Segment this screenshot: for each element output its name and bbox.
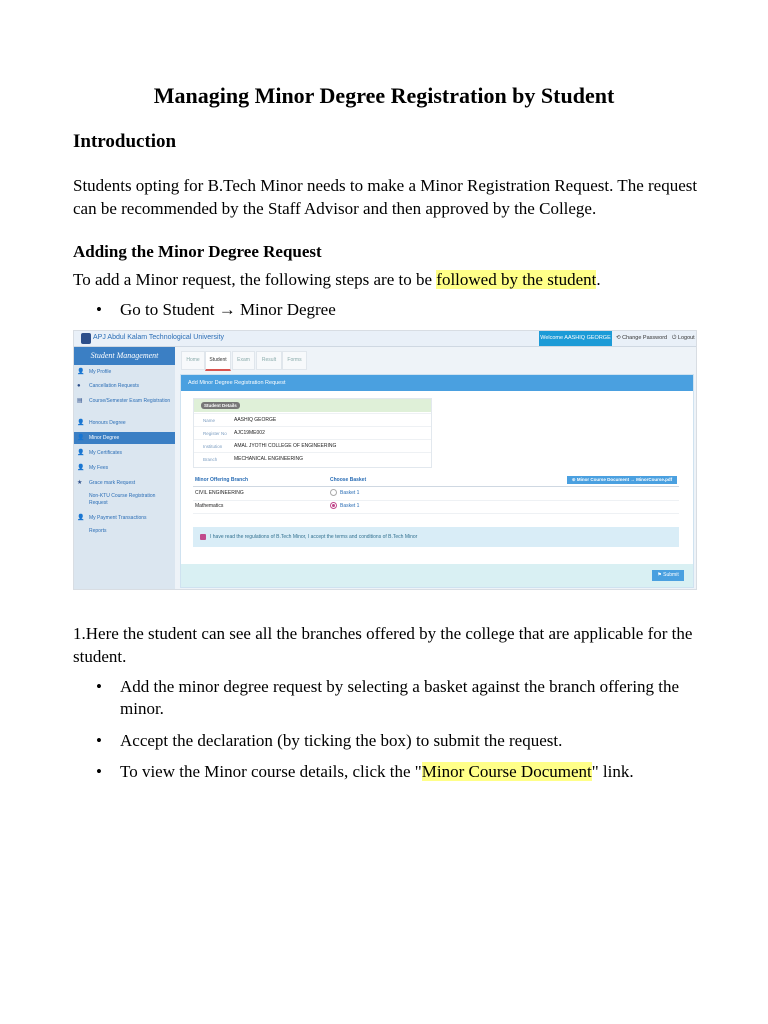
logout-link[interactable]: ⏻ Logout	[672, 335, 695, 341]
app-topbar	[74, 331, 696, 347]
change-password-link[interactable]: ⟲ Change Password	[616, 335, 668, 341]
radio-selected-icon	[330, 502, 337, 509]
minor-course-document-highlight: Minor Course Document	[421, 762, 592, 781]
user-icon: 👤	[77, 420, 85, 426]
app-screenshot	[73, 330, 697, 590]
bullet-goto-text: Go to Student → Minor Degree	[120, 300, 336, 319]
circle-icon: ●	[77, 383, 81, 389]
adding-heading: Adding the Minor Degree Request	[73, 242, 322, 261]
student-details	[193, 398, 432, 468]
detail-row: Name AASHIQ GEORGE	[194, 413, 431, 427]
detail-row: Branch MECHANICAL ENGINEERING	[194, 452, 431, 466]
intro-heading: Introduction	[73, 131, 177, 152]
adding-text-highlight: followed by the student	[436, 270, 597, 289]
detail-row: Register No AJC19ME002	[194, 426, 431, 440]
sidebar-title: Student Management	[74, 347, 175, 365]
adding-text-after: .	[596, 270, 601, 289]
bullet-dot-icon: •	[96, 731, 102, 750]
bullet-dot-icon: •	[96, 300, 102, 319]
panel-title: Add Minor Degree Registration Request	[181, 375, 693, 391]
welcome-user[interactable]: Welcome AASHIQ GEORGE	[539, 331, 612, 346]
detail-row: Institution AMAL JYOTHI COLLEGE OF ENGINEERING	[194, 439, 431, 453]
tab-result[interactable]: Result	[256, 351, 282, 370]
document-icon: ▤	[77, 398, 83, 404]
university-logo-icon	[81, 333, 91, 344]
university-name: APJ Abdul Kalam Technological University	[93, 334, 224, 341]
bullet-dot-icon: •	[96, 677, 102, 696]
tab-student[interactable]: Student	[205, 351, 231, 371]
panel-footer	[181, 564, 693, 587]
document-page: Managing Minor Degree Registration by Student Introduction Students opting for B.Tech Minor needs to make a Minor Registration Request. The request can be recommended by the Staff Advisor and then approved by the College. Adding the Minor Degree Request To add a Minor request, the following steps are to be followed by the student. • Go to Student → Minor Degree APJ Abdul Kalam Technological University Welcome AASHIQ GEORGE ⟲ Change Password ⏻ Logout Student Management 👤 My Profile ● Cancellation Requests ▤ Course/Semester Exam Registration 👤 Honours Degree 👤 Minor Degree 👤 My Certificates 👤 My Fees ★ Grace mark Request Non-KTU Course Registration Request 👤 My Payment Transactions Reports Home Student Exam Result Forms Add Minor Degree Registration Request Student Details Name AASHIQ GEORGE Register No AJC19ME002 Institution AMAL JYOTHI COLLEGE OF ENGINEERING Branch MECHANICAL ENGINEERING Minor Offering Branch Choose Basket ⊕ Minor Course Document → MinorCourse.pdf CIVIL ENGINEERING Basket 1 Mathematics Basket 1 I have read the regulations of B.Tech Minor, I accept the terms and conditions of B.Tech Minor ⚑ Submit 1.Here the student can see all the branches offered by the college that are applicable for the student. • Add the minor degree request by selecting a basket against the branch offering the minor. • Accept the declaration (by ticking the box) to submit the request. • To view the Minor course details, click the "Minor Course Document" link.	[0, 0, 768, 1024]
submit-button[interactable]: ⚑ Submit	[652, 570, 684, 581]
user-icon: 👤	[77, 435, 85, 441]
tab-home[interactable]: Home	[181, 351, 205, 370]
basket-radio-maths[interactable]: Basket 1	[330, 500, 359, 513]
user-icon: 👤	[77, 450, 85, 456]
radio-icon	[330, 489, 337, 496]
minor-registration-panel	[180, 374, 694, 588]
declaration-box[interactable]: I have read the regulations of B.Tech Minor, I accept the terms and conditions of B.Tech Minor	[193, 527, 679, 547]
student-details-badge: Student Details	[201, 402, 240, 409]
step1-paragraph: 1.Here the student can see all the branches offered by the college that are applicable for the student.	[73, 624, 693, 666]
adding-text-before: To add a Minor request, the following steps are to be	[73, 270, 437, 289]
tab-exam[interactable]: Exam	[232, 351, 255, 370]
tab-forms[interactable]: Forms	[282, 351, 307, 370]
checkbox-checked-icon[interactable]	[200, 534, 206, 540]
table-row: Mathematics Basket 1	[193, 500, 679, 514]
adding-paragraph	[73, 268, 698, 291]
user-icon: 👤	[77, 515, 85, 521]
table-header: Minor Offering Branch Choose Basket ⊕ Minor Course Document → MinorCourse.pdf	[193, 474, 679, 487]
page-title: Managing Minor Degree Registration by Student	[153, 83, 615, 108]
bullet-dot-icon: •	[96, 762, 102, 781]
intro-paragraph: Students opting for B.Tech Minor needs to make a Minor Registration Request. The request can be recommended by the Staff Advisor and then approved by the College.	[73, 176, 698, 218]
sidebar: Student Management 👤 My Profile ● Cancellation Requests ▤ Course/Semester Exam Registration 👤 Honours Degree 👤 Minor Degree 👤 My Certificates 👤 My Fees ★ Grace mark Request Non-KTU Course Registration Request 👤 My Payment Transactions Reports	[74, 347, 175, 589]
user-icon: 👤	[77, 369, 85, 375]
star-icon: ★	[77, 480, 83, 486]
user-icon: 👤	[77, 465, 85, 471]
minor-branch-table	[193, 474, 679, 512]
basket-radio-civil[interactable]: Basket 1	[330, 487, 359, 500]
table-row: CIVIL ENGINEERING Basket 1	[193, 487, 679, 501]
minor-course-document-button[interactable]: ⊕ Minor Course Document → MinorCourse.pdf	[567, 476, 677, 484]
sidebar-item-minor-degree[interactable]: 👤 Minor Degree	[74, 432, 175, 444]
